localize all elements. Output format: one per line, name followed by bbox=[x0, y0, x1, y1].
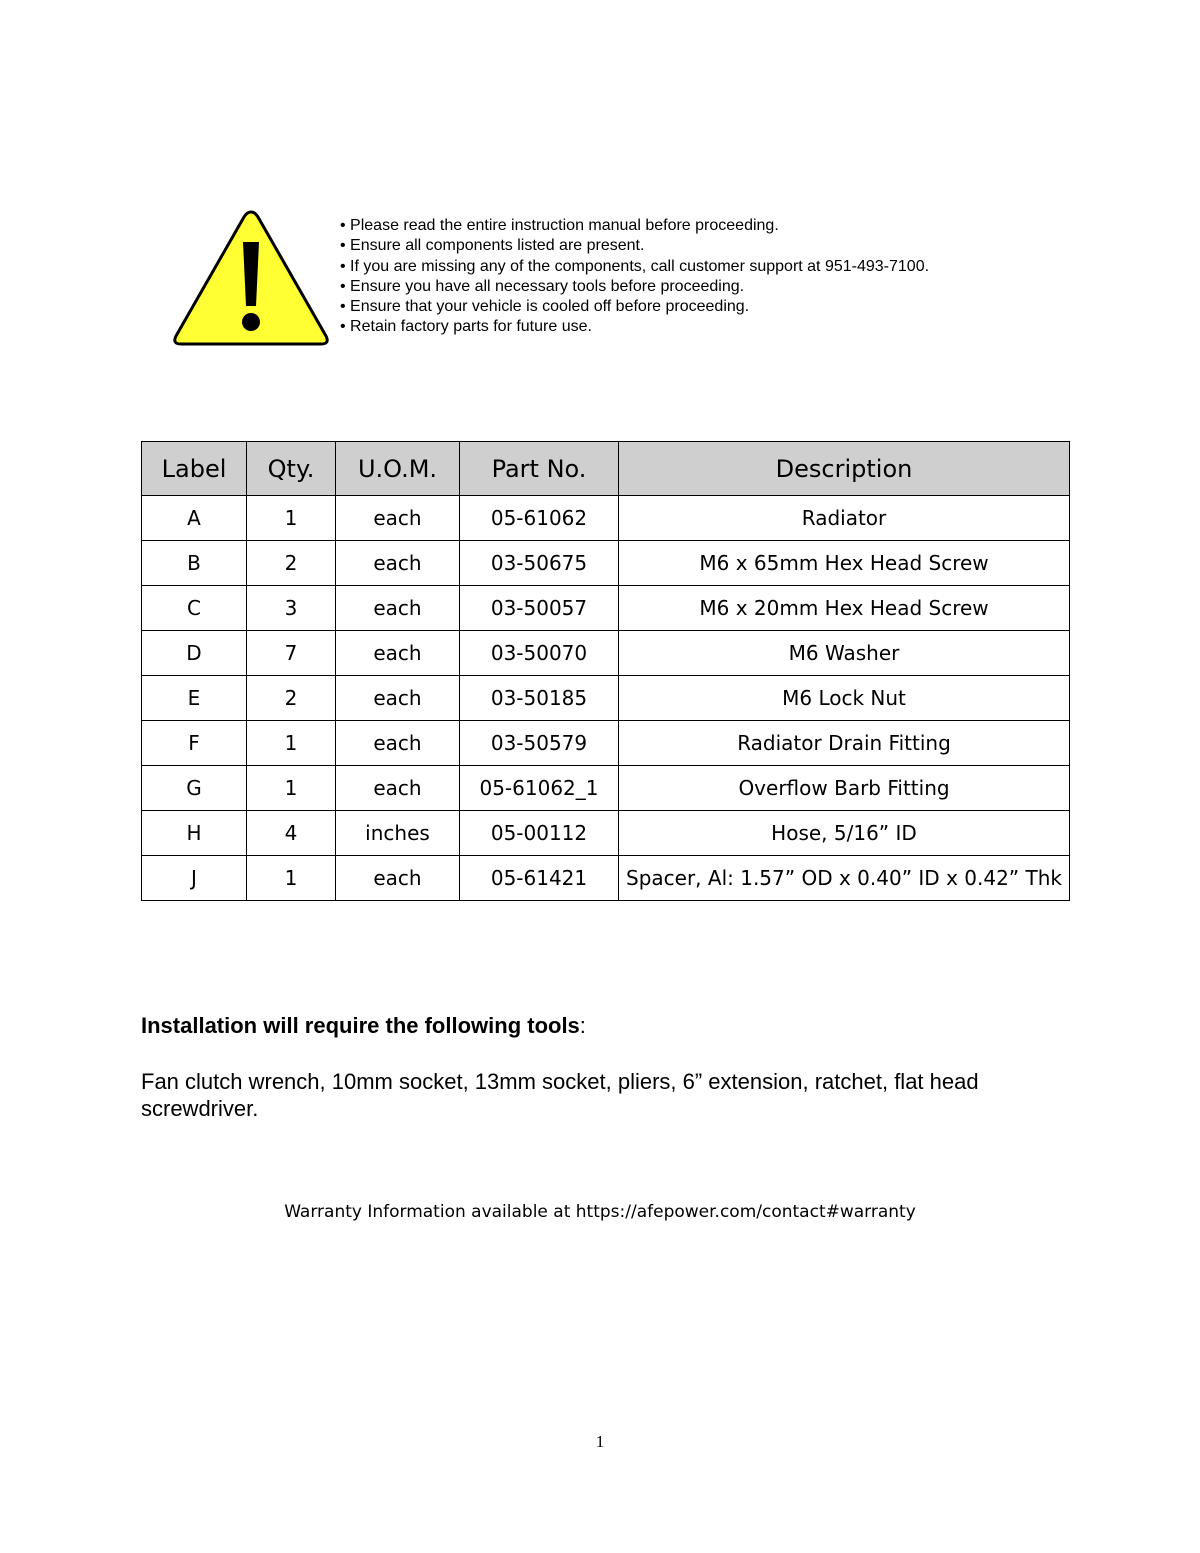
cell-description: M6 x 65mm Hex Head Screw bbox=[619, 541, 1070, 586]
cell-label: D bbox=[142, 631, 247, 676]
cell-qty: 4 bbox=[247, 811, 336, 856]
cell-part-no: 03-50675 bbox=[460, 541, 619, 586]
precaution-item: • Ensure you have all necessary tools before proceeding. bbox=[340, 277, 929, 297]
cell-qty: 2 bbox=[247, 676, 336, 721]
cell-qty: 2 bbox=[247, 541, 336, 586]
cell-label: B bbox=[142, 541, 247, 586]
table-row bbox=[142, 496, 1070, 541]
cell-label: A bbox=[142, 496, 247, 541]
cell-label: E bbox=[142, 676, 247, 721]
cell-part-no: 05-61421 bbox=[460, 856, 619, 901]
precaution-item: • Ensure that your vehicle is cooled off before proceeding. bbox=[340, 297, 929, 317]
tools-heading bbox=[141, 1013, 586, 1039]
table-row bbox=[142, 811, 1070, 856]
cell-description: Hose, 5/16” ID bbox=[619, 811, 1070, 856]
table-row bbox=[142, 676, 1070, 721]
cell-part-no: 05-61062 bbox=[460, 496, 619, 541]
page-number: 1 bbox=[595, 1432, 605, 1451]
cell-qty: 1 bbox=[247, 766, 336, 811]
cell-part-no: 05-61062_1 bbox=[460, 766, 619, 811]
cell-uom: each bbox=[336, 766, 460, 811]
cell-uom: inches bbox=[336, 811, 460, 856]
cell-qty: 1 bbox=[247, 496, 336, 541]
cell-uom: each bbox=[336, 676, 460, 721]
cell-uom: each bbox=[336, 631, 460, 676]
cell-uom: each bbox=[336, 586, 460, 631]
cell-description: M6 Lock Nut bbox=[619, 676, 1070, 721]
warranty-info: Warranty Information available at https://afepower.com/contact#warranty bbox=[284, 1202, 916, 1222]
cell-description: Overflow Barb Fitting bbox=[619, 766, 1070, 811]
cell-qty: 1 bbox=[247, 721, 336, 766]
cell-uom: each bbox=[336, 721, 460, 766]
precaution-list bbox=[340, 216, 929, 338]
tools-heading-text: Installation will require the following tools bbox=[141, 1013, 580, 1038]
tools-list-text: Fan clutch wrench, 10mm socket, 13mm socket, pliers, 6” extension, ratchet, flat head screwdriver. bbox=[141, 1069, 979, 1121]
column-header-part-no: Part No. bbox=[460, 442, 619, 496]
table-row bbox=[142, 631, 1070, 676]
cell-label: C bbox=[142, 586, 247, 631]
cell-description: Radiator bbox=[619, 496, 1070, 541]
cell-uom: each bbox=[336, 496, 460, 541]
cell-part-no: 03-50057 bbox=[460, 586, 619, 631]
table-row bbox=[142, 856, 1070, 901]
cell-part-no: 05-00112 bbox=[460, 811, 619, 856]
column-header-label: Label bbox=[142, 442, 247, 496]
cell-qty: 1 bbox=[247, 856, 336, 901]
cell-qty: 3 bbox=[247, 586, 336, 631]
table-header-row bbox=[142, 442, 1070, 496]
precaution-item: • If you are missing any of the components, call customer support at 951-493-7100. bbox=[340, 257, 929, 277]
cell-label: H bbox=[142, 811, 247, 856]
tools-heading-colon: : bbox=[579, 1013, 586, 1038]
cell-qty: 7 bbox=[247, 631, 336, 676]
parts-list-table bbox=[141, 441, 1070, 901]
table-row bbox=[142, 586, 1070, 631]
cell-description: Spacer, Al: 1.57” OD x 0.40” ID x 0.42” Thk bbox=[619, 856, 1070, 901]
cell-description: M6 Washer bbox=[619, 631, 1070, 676]
cell-label: G bbox=[142, 766, 247, 811]
cell-part-no: 03-50070 bbox=[460, 631, 619, 676]
precaution-item: • Please read the entire instruction manual before proceeding. bbox=[340, 216, 929, 236]
column-header-uom: U.O.M. bbox=[336, 442, 460, 496]
precaution-item: • Retain factory parts for future use. bbox=[340, 317, 929, 337]
warning-triangle-icon bbox=[170, 206, 332, 350]
cell-uom: each bbox=[336, 541, 460, 586]
table-row bbox=[142, 766, 1070, 811]
cell-description: Radiator Drain Fitting bbox=[619, 721, 1070, 766]
column-header-qty: Qty. bbox=[247, 442, 336, 496]
table-row bbox=[142, 721, 1070, 766]
cell-part-no: 03-50579 bbox=[460, 721, 619, 766]
precaution-item: • Ensure all components listed are present. bbox=[340, 236, 929, 256]
cell-label: J bbox=[142, 856, 247, 901]
cell-part-no: 03-50185 bbox=[460, 676, 619, 721]
column-header-description: Description bbox=[619, 442, 1070, 496]
cell-uom: each bbox=[336, 856, 460, 901]
cell-label: F bbox=[142, 721, 247, 766]
table-row bbox=[142, 541, 1070, 586]
cell-description: M6 x 20mm Hex Head Screw bbox=[619, 586, 1070, 631]
